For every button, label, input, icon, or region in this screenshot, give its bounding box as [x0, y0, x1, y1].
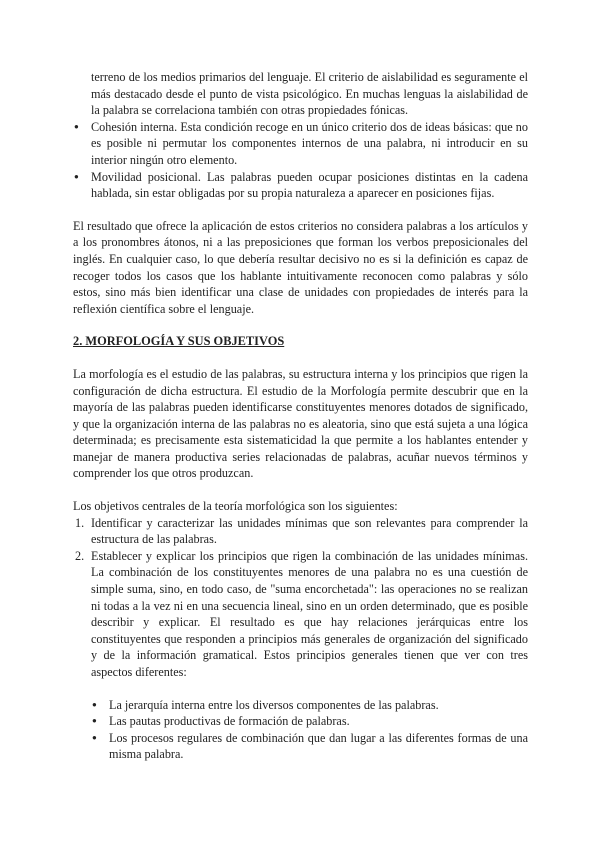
continued-paragraph: terreno de los medios primarios del lenguaje. El criterio de aislabilidad es seguramente el más destacado desde el punto de vista psicológico. En muchas lenguas la aislabilidad de la palabra se correlaciona también con otras propiedades fónicas. — [91, 70, 528, 118]
list-item: ● Las pautas productivas de formación de palabras. — [91, 713, 528, 730]
list-item-text: Establecer y explicar los principios que rigen la combinación de las unidades mínimas. La combinación de los constituyentes menores de una palabra no es una cuestión de simple suma, sino, en todo caso, de "suma encorchetada": las operaciones no se realizan ni todas a la vez ni en una secuencia lineal, sino en un orden determinado, que es posible describir y explicar. El resultado es que hay relaciones jerárquicas entre los constituyentes que responden a principios más generales de organización del significado y de la información gramatical. Estos principios generales tienen que ver con tres aspectos diferentes: — [91, 548, 528, 679]
section-heading: 2. MORFOLOGÍA Y SUS OBJETIVOS — [73, 334, 285, 349]
list-item: ● Movilidad posicional. Las palabras pueden ocupar posiciones distintas en la cadena hablada, sin estar obligadas por su propia naturaleza a aparecer en posiciones fijas. — [73, 169, 528, 202]
list-item-text: Identificar y caracterizar las unidades mínimas que son relevantes para comprender la estructura de las palabras. — [91, 515, 528, 547]
result-paragraph: El resultado que ofrece la aplicación de estos criterios no considera palabras a los artículos y a los pronombres átonos, ni a las preposiciones que forman los verbos preposicionales del inglés. En cualquier caso, lo que debería resultar decisivo no es si la definición es capaz de recoger todos los casos que los hablante intuitivamente reconocen como palabras y sólo estos, sino más bien identificar una clase de unidades con propiedades de interés para la reflexión científica sobre el lenguaje. — [73, 218, 528, 316]
list-item: ● La jerarquía interna entre los diversos componentes de las palabras. — [91, 697, 528, 714]
list-number: 2. — [75, 548, 85, 563]
aspects-list — [91, 697, 528, 763]
objectives-list — [73, 515, 528, 763]
criteria-list — [73, 119, 528, 202]
list-item — [73, 548, 528, 763]
morphology-paragraph: La morfología es el estudio de las palabras, su estructura interna y los principios que rigen la configuración de dicha estructura. El estudio de la Morfología permite descubrir que en la mayoría de las palabras pueden identificarse constituyentes menores dotados de significado, y que la organización interna de las palabras no es aleatoria, sino que está sujeta a una lógica determinada; es precisamente esta sistematicidad la que permite a los hablantes entender y manejar de manera productiva series relacionadas de palabras, acuñar nuevos términos y comprender los que otros produzcan. — [73, 366, 528, 481]
objectives-intro: Los objetivos centrales de la teoría morfológica son los siguientes: — [73, 499, 398, 514]
list-item: ● Cohesión interna. Esta condición recoge en un único criterio dos de ideas básicas: que no es posible ni permutar los componentes internos de una palabra, ni introducir en su interior ningún otro elemento. — [73, 119, 528, 169]
list-item — [73, 515, 528, 548]
list-number: 1. — [75, 515, 85, 530]
list-item: ● Los procesos regulares de combinación que dan lugar a las diferentes formas de una misma palabra. — [91, 730, 528, 763]
